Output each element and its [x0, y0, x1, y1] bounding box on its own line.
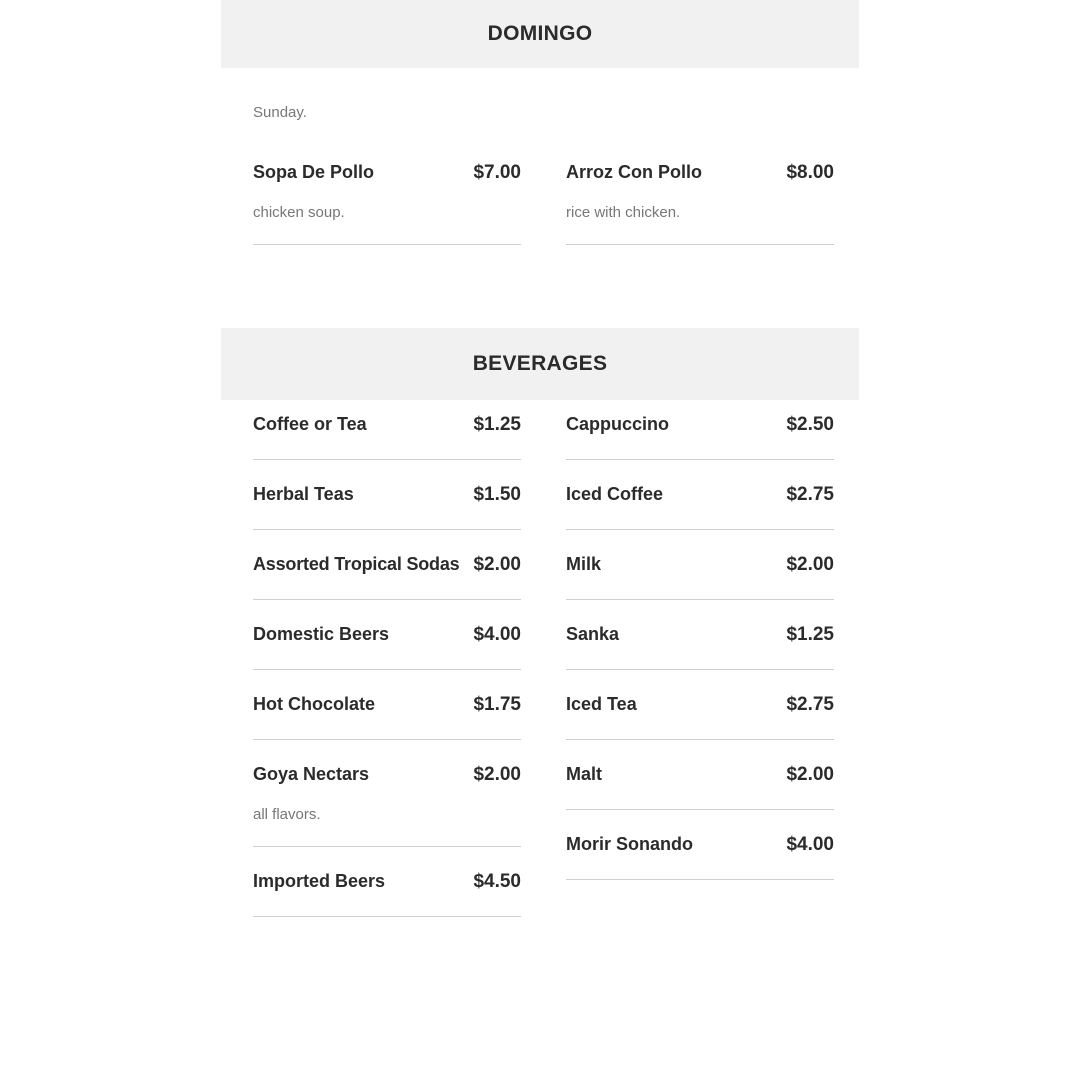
item-name: Arroz Con Pollo [566, 162, 702, 182]
menu-item [253, 740, 521, 847]
item-name: Herbal Teas [253, 484, 354, 504]
item-name: Imported Beers [253, 871, 386, 891]
domingo-section [221, 0, 859, 245]
item-price: $1.25 [473, 414, 521, 435]
item-name: Milk [566, 554, 602, 574]
item-price: $2.00 [786, 764, 834, 785]
menu-item [253, 530, 521, 600]
item-name: Hot Chocolate [253, 694, 376, 714]
domingo-header [221, 0, 859, 68]
menu-item [566, 390, 834, 460]
item-description: chicken soup. [253, 204, 345, 221]
item-name: Goya Nectars [253, 764, 370, 784]
beverages-left-column [253, 390, 521, 917]
item-name: Malt [566, 764, 602, 784]
item-name: Domestic Beers [253, 624, 390, 644]
item-description: rice with chicken. [566, 204, 681, 221]
domingo-columns [221, 138, 859, 245]
menu-item [253, 600, 521, 670]
domingo-title: DOMINGO [487, 22, 593, 45]
item-price: $2.50 [786, 414, 834, 435]
menu-item [253, 460, 521, 530]
menu-item [566, 740, 834, 810]
menu-item [566, 460, 834, 530]
menu-item [566, 600, 834, 670]
beverages-columns [221, 390, 859, 917]
beverages-section [221, 328, 859, 917]
beverages-right-column [566, 390, 834, 917]
menu-item [566, 810, 834, 880]
item-price: $1.25 [786, 624, 834, 645]
item-price: $2.75 [786, 694, 834, 715]
item-price: $2.00 [473, 764, 521, 785]
item-name: Cappuccino [566, 414, 670, 434]
item-price: $4.50 [473, 871, 521, 892]
item-price: $1.50 [473, 484, 521, 505]
beverages-title: BEVERAGES [472, 352, 608, 375]
item-name: Iced Coffee [566, 484, 664, 504]
item-name: Sopa De Pollo [253, 162, 375, 182]
menu-item [253, 670, 521, 740]
item-name: Coffee or Tea [253, 414, 367, 434]
item-price: $4.00 [786, 834, 834, 855]
item-price: $8.00 [786, 162, 834, 183]
item-price: $1.75 [473, 694, 521, 715]
domingo-description: Sunday. [253, 104, 307, 121]
item-name: Sanka [566, 624, 620, 644]
item-price: $2.00 [786, 554, 834, 575]
item-price: $4.00 [473, 624, 521, 645]
menu-item [253, 390, 521, 460]
menu-item [566, 670, 834, 740]
item-price: $2.75 [786, 484, 834, 505]
domingo-left-column [253, 138, 521, 245]
item-description: all flavors. [253, 806, 321, 823]
item-name: Assorted Tropical Sodas [253, 554, 460, 574]
item-name: Morir Sonando [566, 834, 693, 854]
menu-item [253, 138, 521, 245]
item-price: $7.00 [473, 162, 521, 183]
menu-item [566, 530, 834, 600]
menu-item [566, 138, 834, 245]
item-name: Iced Tea [566, 694, 637, 714]
domingo-right-column [566, 138, 834, 245]
item-price: $2.00 [473, 554, 521, 575]
menu-item [253, 847, 521, 917]
